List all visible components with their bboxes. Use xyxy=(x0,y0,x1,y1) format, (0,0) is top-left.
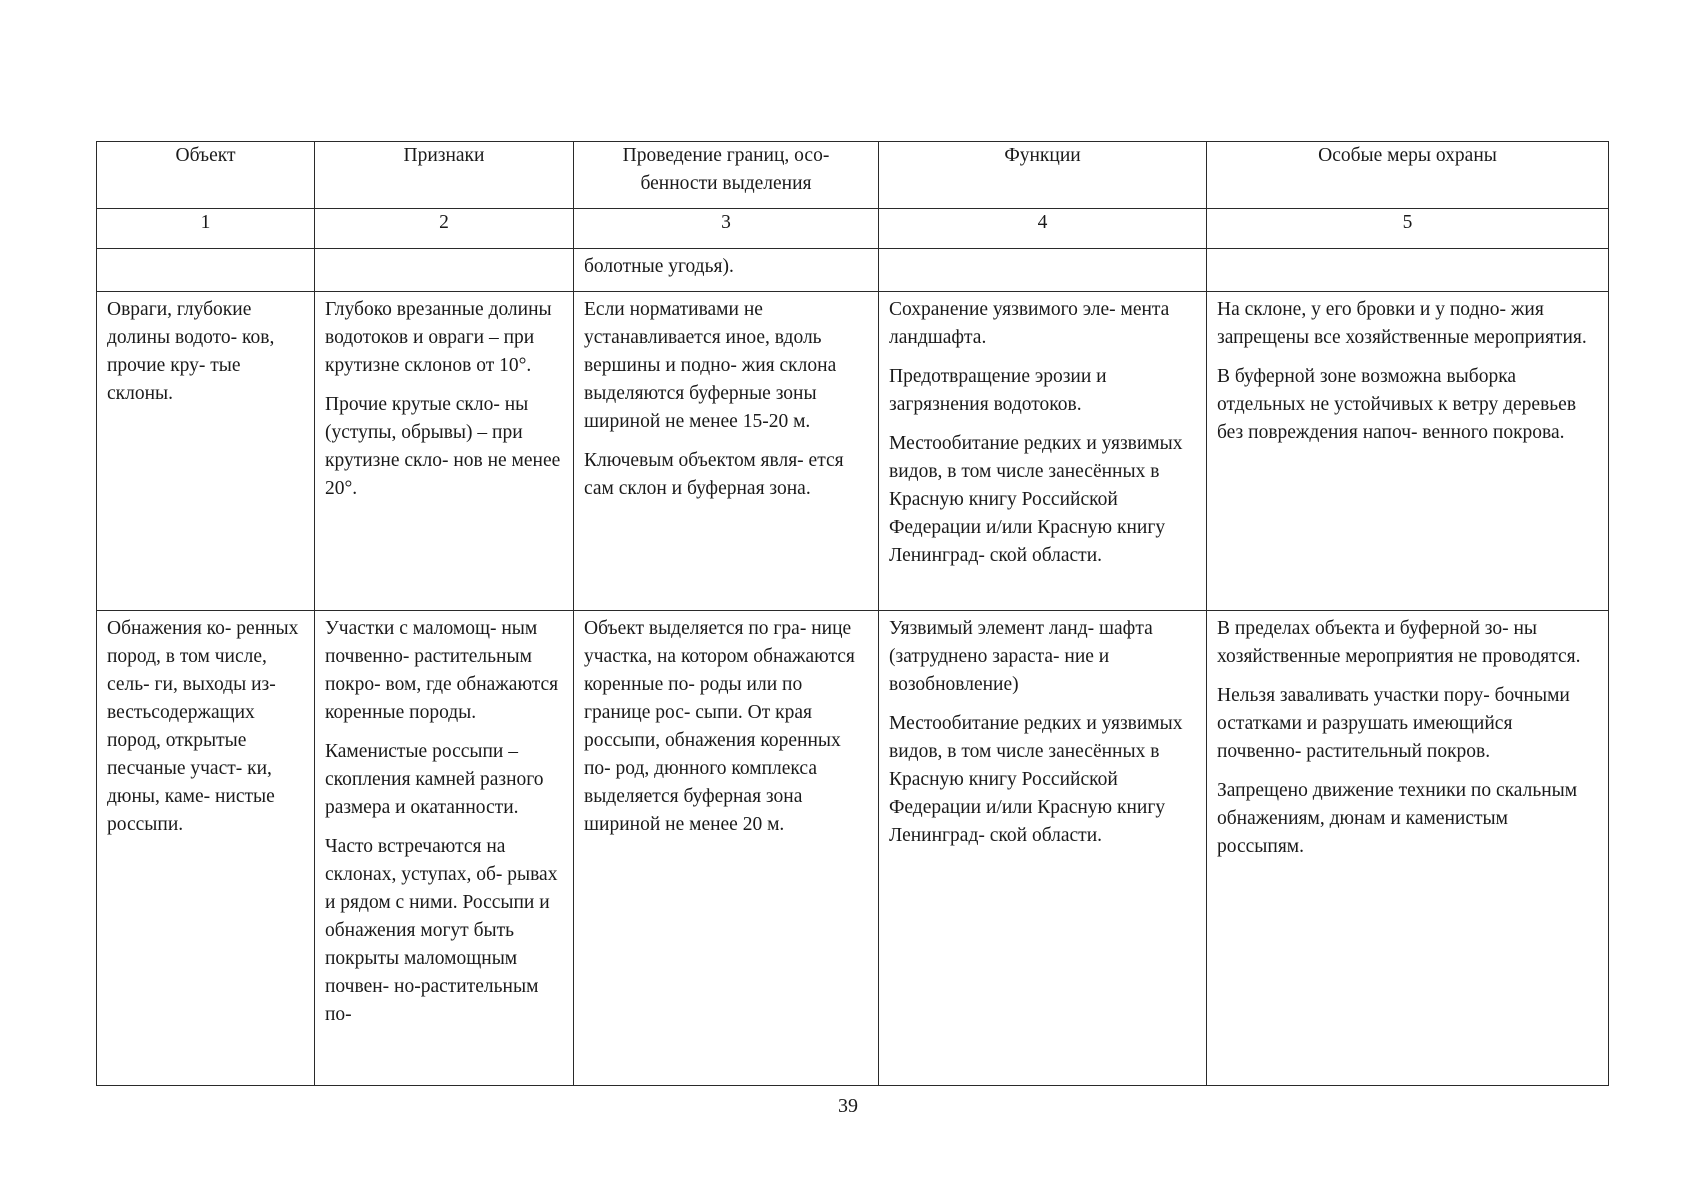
boundaries-cell xyxy=(574,292,879,611)
header-measures: Особые меры охраны xyxy=(1207,142,1609,209)
header-functions: Функции xyxy=(879,142,1207,209)
header-boundaries: Проведение границ, осо- бенности выделения xyxy=(574,142,879,209)
table-cell xyxy=(315,249,574,292)
measures-cell xyxy=(1207,292,1609,611)
cell-paragraph: Уязвимый элемент ланд- шафта (затруднено зараста- ние и возобновление) xyxy=(889,618,1153,695)
cell-paragraph: Запрещено движение техники по скальным обнажениям, дюнам и каменистым россыпям. xyxy=(1217,780,1578,857)
column-number-row xyxy=(97,209,1609,249)
continuation-row xyxy=(97,249,1609,292)
column-number: 2 xyxy=(315,209,574,249)
table-cell xyxy=(97,249,315,292)
object-cell: Овраги, глубокие долины водото- ков, прочие кру- тые склоны. xyxy=(97,292,315,611)
cell-paragraph: В буферной зоне возможна выборка отдельных не устойчивых к ветру деревьев без повреждения напоч- венного покрова. xyxy=(1217,366,1577,443)
cell-paragraph: На склоне, у его бровки и у подно- жия запрещены все хозяйственные мероприятия. xyxy=(1217,299,1587,348)
cell-paragraph: Сохранение уязвимого эле- мента ландшафта. xyxy=(889,299,1170,348)
cell-paragraph: Если нормативами не устанавливается иное, вдоль вершины и подно- жия склона выделяются буферные зоны шириной не менее 15-20 м. xyxy=(584,299,837,432)
cell-paragraph: Участки с маломощ- ным почвенно- растительным покро- вом, где обнажаются коренные породы. xyxy=(325,618,559,723)
table-row xyxy=(97,292,1609,611)
features-cell xyxy=(315,611,574,1086)
object-cell: Обнажения ко- ренных пород, в том числе, сель- ги, выходы из- вестьсодержащих пород, открытые песчаные участ- ки, дюны, каме- нистые россыпи. xyxy=(97,611,315,1086)
boundaries-cell xyxy=(574,611,879,1086)
functions-cell xyxy=(879,611,1207,1086)
table-cell xyxy=(879,249,1207,292)
cell-paragraph: В пределах объекта и буферной зо- ны хозяйственные мероприятия не проводятся. xyxy=(1217,618,1581,667)
cell-paragraph: Предотвращение эрозии и загрязнения водотоков. xyxy=(889,366,1107,415)
table-cell: болотные угодья). xyxy=(574,249,879,292)
cell-paragraph: Прочие крутые скло- ны (уступы, обрывы) – при крутизне скло- нов не менее 20°. xyxy=(325,394,561,499)
cell-paragraph: Ключевым объектом явля- ется сам склон и буферная зона. xyxy=(584,450,844,499)
functions-cell xyxy=(879,292,1207,611)
header-features: Признаки xyxy=(315,142,574,209)
cell-paragraph: Местообитание редких и уязвимых видов, в том числе занесённых в Красную книгу Российской Федерации и/или Красную книгу Ленинград- ской области. xyxy=(889,713,1183,846)
cell-paragraph: Нельзя заваливать участки пору- бочными остатками и разрушать имеющийся почвенно- растительный покров. xyxy=(1217,685,1570,762)
column-number: 3 xyxy=(574,209,879,249)
cell-paragraph: Местообитание редких и уязвимых видов, в том числе занесённых в Красную книгу Российской Федерации и/или Красную книгу Ленинград- ской области. xyxy=(889,433,1183,566)
header-row xyxy=(97,142,1609,209)
table-row xyxy=(97,611,1609,1086)
cell-paragraph: Каменистые россыпи – скопления камней разного размера и окатанности. xyxy=(325,741,544,818)
cell-paragraph: Глубоко врезанные долины водотоков и овраги – при крутизне склонов от 10°. xyxy=(325,299,552,376)
table-cell xyxy=(1207,249,1609,292)
cell-paragraph: Часто встречаются на склонах, уступах, об- рывах и рядом с ними. Россыпи и обнажения могут быть покрыты маломощным почвен- но-растительным по- xyxy=(325,836,558,1025)
features-cell xyxy=(315,292,574,611)
column-number: 1 xyxy=(97,209,315,249)
header-object: Объект xyxy=(97,142,315,209)
page-number: 39 xyxy=(838,1095,858,1117)
measures-cell xyxy=(1207,611,1609,1086)
column-number: 4 xyxy=(879,209,1207,249)
cell-paragraph: Объект выделяется по гра- нице участка, на котором обнажаются коренные по- роды или по границе рос- сыпи. От края россыпи, обнажения коренных по- род, дюнного комплекса выделяется буферная зона шириной не менее 20 м. xyxy=(584,618,855,835)
protection-measures-table xyxy=(96,141,1609,1086)
column-number: 5 xyxy=(1207,209,1609,249)
